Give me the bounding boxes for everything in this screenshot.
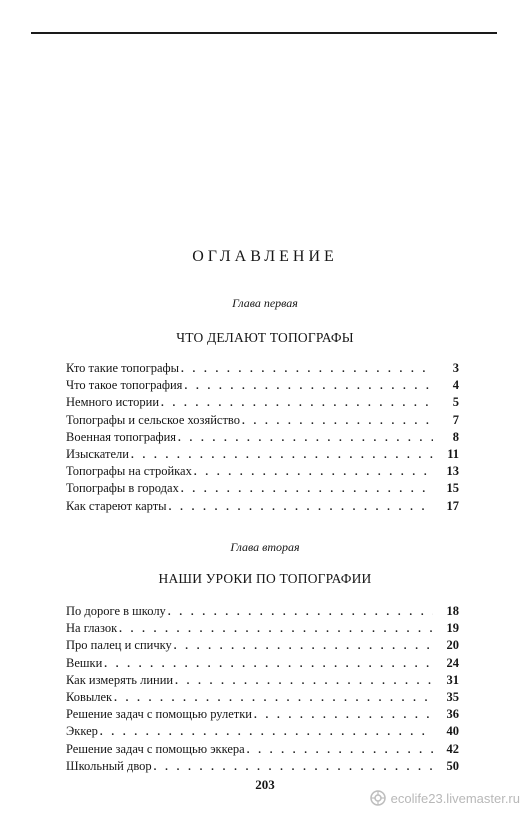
toc-entry [66, 758, 459, 775]
toc-entry-page: 24 [446, 655, 459, 670]
toc-entry-page: 17 [446, 498, 459, 513]
toc-entry [66, 480, 459, 497]
toc-entry-page: 13 [446, 464, 459, 479]
chapter-2-title: НАШИ УРОКИ ПО ТОПОГРАФИИ [158, 571, 372, 586]
toc-entry-title: Решение задач с помощью эккера [66, 741, 245, 756]
dot-leader [154, 759, 433, 776]
dot-leader [178, 430, 433, 447]
toc-entry-title: Как стареют карты [66, 498, 167, 513]
toc-entry-page: 3 [452, 361, 459, 375]
dot-leader [254, 707, 433, 724]
dot-leader [242, 413, 433, 430]
toc-entry-title: Школьный двор [66, 758, 152, 773]
toc-entry-page: 4 [452, 378, 459, 393]
toc-entry [66, 463, 459, 480]
toc-entry [66, 620, 459, 637]
toc-entry-title: Про палец и спичку [66, 638, 172, 653]
toc-entry [66, 706, 459, 723]
toc-entry-page: 11 [447, 446, 459, 461]
page-title: ОГЛАВЛЕНИЕ [192, 248, 338, 265]
toc-entry-page: 8 [452, 429, 459, 444]
dot-leader [174, 638, 433, 655]
toc-entry [66, 672, 459, 689]
dot-leader [161, 395, 433, 412]
chapter-2-label: Глава вторая [230, 540, 300, 554]
toc-entry [66, 637, 459, 654]
toc-entry-page: 36 [446, 707, 459, 722]
watermark [370, 790, 520, 806]
dot-leader [175, 673, 433, 690]
dot-leader [194, 464, 433, 481]
page-number: 203 [255, 777, 275, 792]
toc-entry [66, 498, 459, 515]
toc-entry-title: Топографы на стройках [66, 464, 192, 479]
toc-entry-page: 15 [446, 481, 459, 496]
toc-entry-page: 19 [446, 621, 459, 636]
dot-leader [184, 378, 433, 395]
toc-entry-title: Изыскатели [66, 446, 129, 461]
chapter-2-entries [66, 603, 459, 775]
toc-entry-page: 40 [446, 724, 459, 739]
toc-entry-page: 35 [446, 689, 459, 704]
dot-leader [131, 447, 433, 464]
toc-entry-page: 5 [452, 395, 459, 410]
toc-entry-title: Немного истории [66, 395, 160, 410]
watermark-text: ecolife23.livemaster.ru [390, 790, 520, 806]
chapter-1-label: Глава первая [232, 296, 298, 310]
toc-entry [66, 723, 459, 740]
dot-leader [114, 690, 433, 707]
toc-entry-page: 7 [452, 412, 459, 427]
toc-entry-title: Вешки [66, 655, 103, 670]
toc-entry [66, 603, 459, 620]
dot-leader [119, 621, 433, 638]
toc-entry-title: Решение задач с помощью рулетки [66, 707, 252, 722]
toc-entry-page: 31 [446, 672, 459, 687]
toc-entry-title: Кто такие топографы [66, 361, 180, 375]
dot-leader [168, 604, 433, 621]
toc-entry-page: 20 [446, 638, 459, 653]
toc-entry-title: На глазок [66, 621, 118, 636]
toc-entry-page: 18 [446, 604, 459, 618]
toc-entry [66, 689, 459, 706]
toc-entry [66, 446, 459, 463]
toc-entry-title: Что такое топография [66, 378, 183, 393]
dot-leader [100, 724, 433, 741]
toc-entry [66, 741, 459, 758]
chapter-1-entries [66, 360, 459, 515]
dot-leader [181, 361, 433, 378]
toc-entry-page: 50 [446, 758, 459, 773]
toc-entry-page: 42 [446, 741, 459, 756]
top-rule [31, 32, 497, 34]
toc-entry [66, 429, 459, 446]
toc-entry [66, 394, 459, 411]
toc-entry-title: Эккер [66, 724, 98, 739]
toc-entry-title: Военная топография [66, 429, 177, 444]
chapter-1-title: ЧТО ДЕЛАЮТ ТОПОГРАФЫ [176, 330, 354, 345]
dot-leader [181, 481, 433, 498]
toc-entry [66, 377, 459, 394]
toc-entry-title: Топографы в городах [66, 481, 179, 496]
dot-leader [169, 499, 433, 516]
toc-entry-title: Топографы и сельское хозяйство [66, 412, 240, 427]
toc-entry [66, 412, 459, 429]
toc-entry [66, 360, 459, 377]
toc-entry-title: Ковылек [66, 689, 113, 704]
livemaster-logo-icon [370, 790, 386, 806]
toc-entry [66, 655, 459, 672]
toc-entry-title: По дороге в школу [66, 604, 166, 618]
toc-entry-title: Как измерять линии [66, 672, 174, 687]
dot-leader [104, 656, 433, 673]
dot-leader [247, 742, 433, 759]
